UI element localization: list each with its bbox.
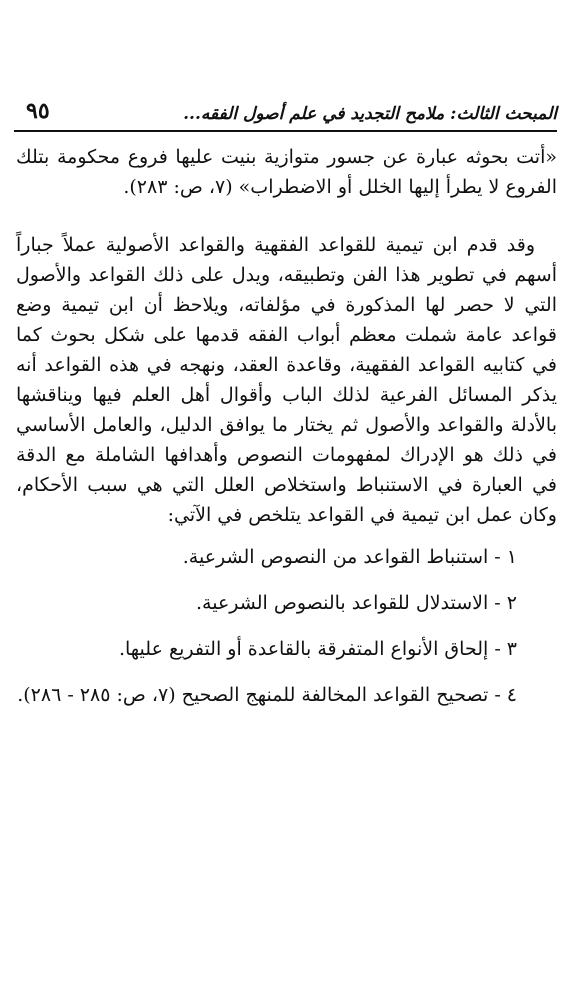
list-item: ٤ - تصحيح القواعد المخالفة للمنهج الصحيح (٧، ص: ٢٨٥ - ٢٨٦).	[17, 684, 517, 706]
header-divider	[14, 130, 557, 132]
list-item: ٣ - إلحاق الأنواع المتفرقة بالقاعدة أو التفريع عليها.	[118, 638, 517, 660]
page-body	[16, 142, 557, 710]
summary-list	[16, 542, 557, 710]
list-item: ٢ - الاستدلال للقواعد بالنصوص الشرعية.	[196, 592, 517, 614]
quote-paragraph: «أتت بحوثه عبارة عن جسور متوازية بنيت عليها فروع محكومة بتلك الفروع لا يطرأ إليها الخلل أو الاضطراب» (٧، ص: ٢٨٣).	[16, 146, 557, 198]
running-header-title: المبحث الثالث: ملامح التجديد في علم أصول الفقه...	[183, 104, 557, 124]
page-number: ٩٥	[26, 98, 50, 124]
running-header	[14, 86, 557, 124]
main-paragraph: وقد قدم ابن تيمية للقواعد الفقهية والقواعد الأصولية عملاً جباراً أسهم في تطوير هذا الفن وتطبيقه، ويدل على ذلك القواعد والأصول التي لا حصر لها المذكورة في مؤلفاته، ويلاحظ أن ابن تيمية وضع قواعد عامة شملت معظم أبواب الفقه قدمها على شكل بحوث كما في كتابيه القواعد الفقهية، وقاعدة العقد، ونهجه في هذه القواعد أنه يذكر المسائل الفرعية لذلك الباب وأقوال أهل العلم فيها ويناقشها بالأدلة والقواعد والأصول ثم يختار ما يوافق الدليل، والعامل الأساسي في ذلك هو الإدراك لمفهومات النصوص وأهدافها الشاملة مع الدقة في العبارة في الاستنباط واستخلاص العلل التي هي سبب الأحكام، وكان عمل ابن تيمية في القواعد يتلخص في الآتي:	[16, 234, 558, 526]
list-item: ١ - استنباط القواعد من النصوص الشرعية.	[182, 546, 517, 568]
